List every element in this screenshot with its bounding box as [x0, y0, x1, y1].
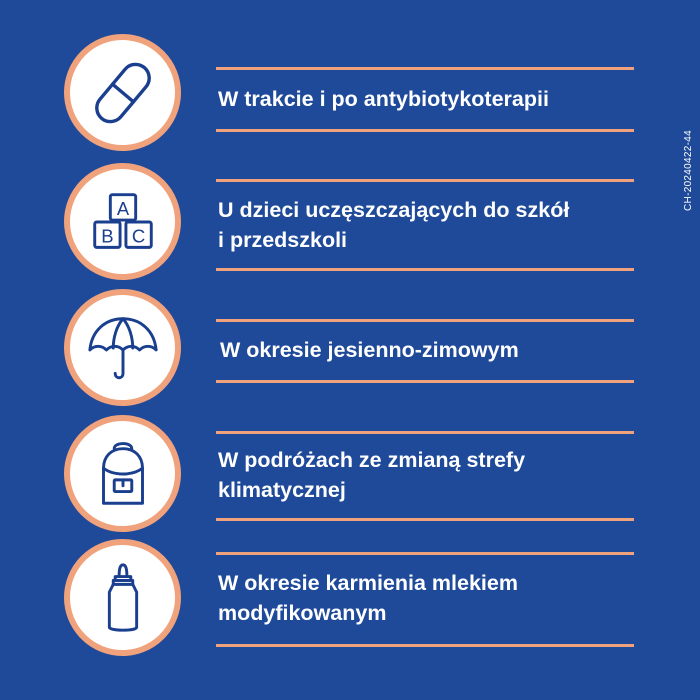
icon-circle	[64, 34, 181, 151]
list-item-formula-feeding	[0, 531, 700, 651]
list-item-autumn-winter	[0, 283, 700, 403]
item-text-line: W okresie jesienno-zimowym	[220, 338, 519, 362]
divider-bottom	[216, 268, 634, 271]
divider-bottom	[216, 644, 634, 647]
item-text-line: klimatycznej	[218, 478, 346, 502]
item-text-line: U dzieci uczęszczających do szkół	[218, 198, 570, 222]
divider-top	[216, 67, 634, 70]
block-letter-c: C	[131, 224, 145, 246]
item-text	[218, 445, 678, 505]
divider-bottom	[216, 518, 634, 521]
item-text-line: W okresie karmienia mlekiem	[218, 571, 518, 595]
list-item-antibiotics	[0, 35, 700, 155]
divider-bottom	[216, 380, 634, 383]
item-text-line: modyfikowanym	[218, 601, 387, 625]
divider-top	[216, 431, 634, 434]
document-code-text: CH-20240422-44	[682, 129, 694, 211]
item-text	[218, 568, 678, 628]
divider-top	[216, 552, 634, 555]
block-letter-a: A	[116, 197, 129, 219]
umbrella-icon	[84, 309, 162, 387]
divider-top	[216, 319, 634, 322]
list-item-schools	[0, 159, 700, 279]
item-text-line: W trakcie i po antybiotykoterapii	[218, 87, 549, 111]
icon-circle	[64, 415, 181, 532]
divider-bottom	[216, 129, 634, 132]
item-text	[218, 195, 678, 255]
capsule-icon	[84, 54, 162, 132]
item-text	[220, 335, 680, 365]
item-text-line: i przedszkoli	[218, 228, 348, 252]
backpack-icon	[84, 435, 162, 513]
item-text	[218, 84, 678, 114]
icon-circle	[64, 163, 181, 280]
abc-blocks-icon	[84, 183, 162, 261]
icon-circle	[64, 289, 181, 406]
divider-top	[216, 179, 634, 182]
baby-bottle-icon	[84, 559, 162, 637]
block-letter-b: B	[100, 224, 114, 246]
list-item-travel	[0, 407, 700, 527]
item-text-line: W podróżach ze zmianą strefy	[218, 448, 526, 472]
icon-circle	[64, 539, 181, 656]
